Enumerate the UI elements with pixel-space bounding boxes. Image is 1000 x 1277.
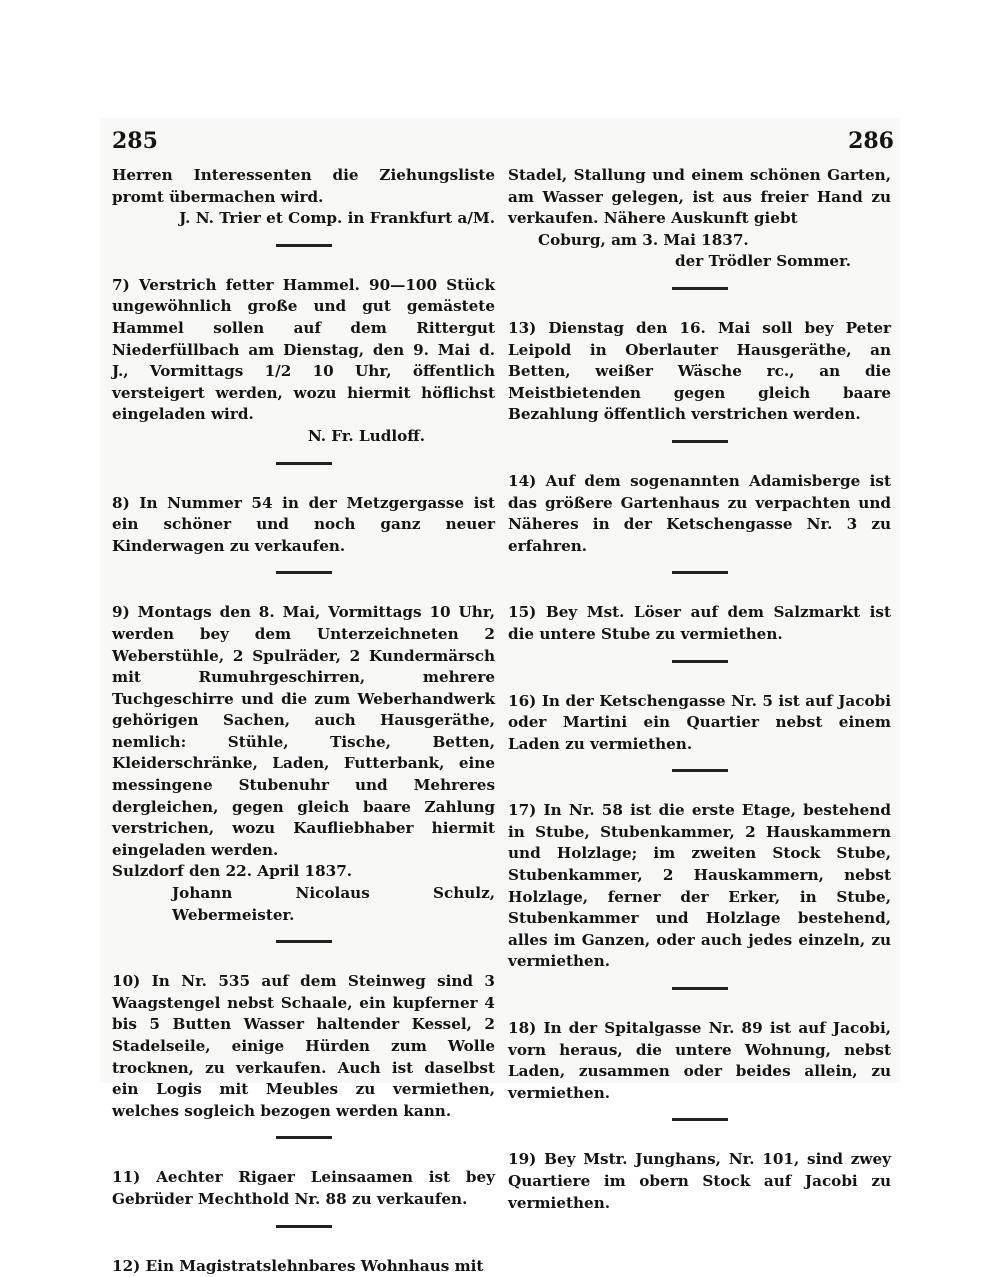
separator-rule — [672, 1118, 728, 1121]
ad-7-signature: N. Fr. Ludloff. — [307, 426, 425, 445]
right-column — [508, 165, 891, 1214]
page-number-right: 286 — [848, 128, 894, 154]
left-column — [112, 165, 495, 1277]
ad-16: 16) In der Ketschengasse Nr. 5 ist auf Jacobi oder Martini ein Quartier nebst einem Laden zu vermiethen. — [508, 691, 891, 753]
separator-rule — [276, 1225, 332, 1228]
ad-12-continued: Stadel, Stallung und einem schönen Garten, am Wasser gelegen, ist aus freier Hand zu verkaufen. Nähere Auskunft giebt — [508, 166, 891, 228]
ad-12-signature: der Trödler Sommer. — [674, 252, 851, 271]
ad-10: 10) In Nr. 535 auf dem Steinweg sind 3 Waagstengel nebst Schaale, ein kupferner 4 bis 5 Butten Wasser haltender Kessel, 2 Stadelseile, einige Hürden zum Wolle trocknen, zu verkaufen. Auch ist daselbst ein Logis mit Meubles zu vermiethen, welches sogleich bezogen werden kann. — [112, 972, 495, 1120]
ad-9-date: Sulzdorf den 22. April 1837. — [112, 862, 353, 881]
separator-rule — [276, 940, 332, 943]
ad-12-date: Coburg, am 3. Mai 1837. — [538, 230, 749, 249]
page-number-left: 285 — [112, 128, 158, 154]
ad-9: 9) Montags den 8. Mai, Vormittags 10 Uhr, werden bey dem Unterzeichneten 2 Weberstühle, 2 Spulräder, 2 Kundermärsch mit Rumuhrgeschirren, mehrere Tuchgeschirre und die zum Weberhandwerk gehörigen Sachen, auch Hausgeräthe, nemlich: Stühle, Tische, Betten, Kleiderschränke, Laden, Futterbank, eine messingene Stubenuhr und Mehreres dergleichen, gegen gleich baare Zahlung verstrichen, wozu Kaufliebhaber hiermit eingeladen werden. — [112, 603, 495, 859]
separator-rule — [276, 244, 332, 247]
ad-6-signature: J. N. Trier et Comp. in Frankfurt a/M. — [179, 209, 495, 228]
ad-7: 7) Verstrich fetter Hammel. 90—100 Stück ungewöhnlich große und gut gemästete Hammel sollen auf dem Rittergut Niederfüllbach am Dienstag, den 9. Mai d. J., Vormittags 1/2 10 Uhr, öffentlich versteigert werden, wozu hiermit höflichst eingeladen wird. — [112, 275, 495, 424]
separator-rule — [672, 660, 728, 663]
ad-18: 18) In der Spitalgasse Nr. 89 ist auf Jacobi, vorn heraus, die untere Wohnung, nebst Laden, zusammen oder beides allein, zu vermiethen. — [508, 1019, 891, 1102]
ad-13: 13) Dienstag den 16. Mai soll bey Peter Leipold in Oberlauter Hausgeräthe, an Betten, weißer Wäsche rc., an die Meistbietenden gegen gleich baare Bezahlung öffentlich verstrichen werden. — [508, 318, 891, 424]
separator-rule — [672, 571, 728, 574]
ad-17: 17) In Nr. 58 ist die erste Etage, bestehend in Stube, Stubenkammer, 2 Hauskammern und Holzlage; im zweiten Stock Stube, Stubenkammer, 2 Hauskammern, nebst Holzlage, ferner der Erker, in Stube, Stubenkammer und Holzlage bestehend, alles im Ganzen, oder auch jedes einzeln, zu vermiethen. — [508, 801, 891, 971]
separator-rule — [672, 287, 728, 290]
ad-19: 19) Bey Mstr. Junghans, Nr. 101, sind zwey Quartiere im obern Stock auf Jacobi zu vermiethen. — [508, 1150, 891, 1212]
separator-rule — [672, 987, 728, 990]
ad-9-signature: Johann Nicolaus Schulz, Webermeister. — [172, 884, 495, 924]
ad-6-continued: Herren Interessenten die Ziehungsliste promt übermachen wird. — [112, 166, 495, 206]
ad-14: 14) Auf dem sogenannten Adamisberge ist das größere Gartenhaus zu verpachten und Näheres in der Ketschengasse Nr. 3 zu erfahren. — [508, 471, 891, 555]
separator-rule — [276, 462, 332, 465]
ad-12: 12) Ein Magistratslehnbares Wohnhaus mit — [112, 1256, 484, 1275]
ad-11: 11) Aechter Rigaer Leinsaamen ist bey Gebrüder Mechthold Nr. 88 zu verkaufen. — [112, 1168, 495, 1208]
separator-rule — [276, 1136, 332, 1139]
separator-rule — [276, 571, 332, 574]
separator-rule — [672, 440, 728, 443]
ad-15: 15) Bey Mst. Löser auf dem Salzmarkt ist die untere Stube zu vermiethen. — [508, 603, 891, 643]
separator-rule — [672, 769, 728, 772]
ad-8: 8) In Nummer 54 in der Metzgergasse ist ein schöner und noch ganz neuer Kinderwagen zu verkaufen. — [112, 493, 495, 555]
